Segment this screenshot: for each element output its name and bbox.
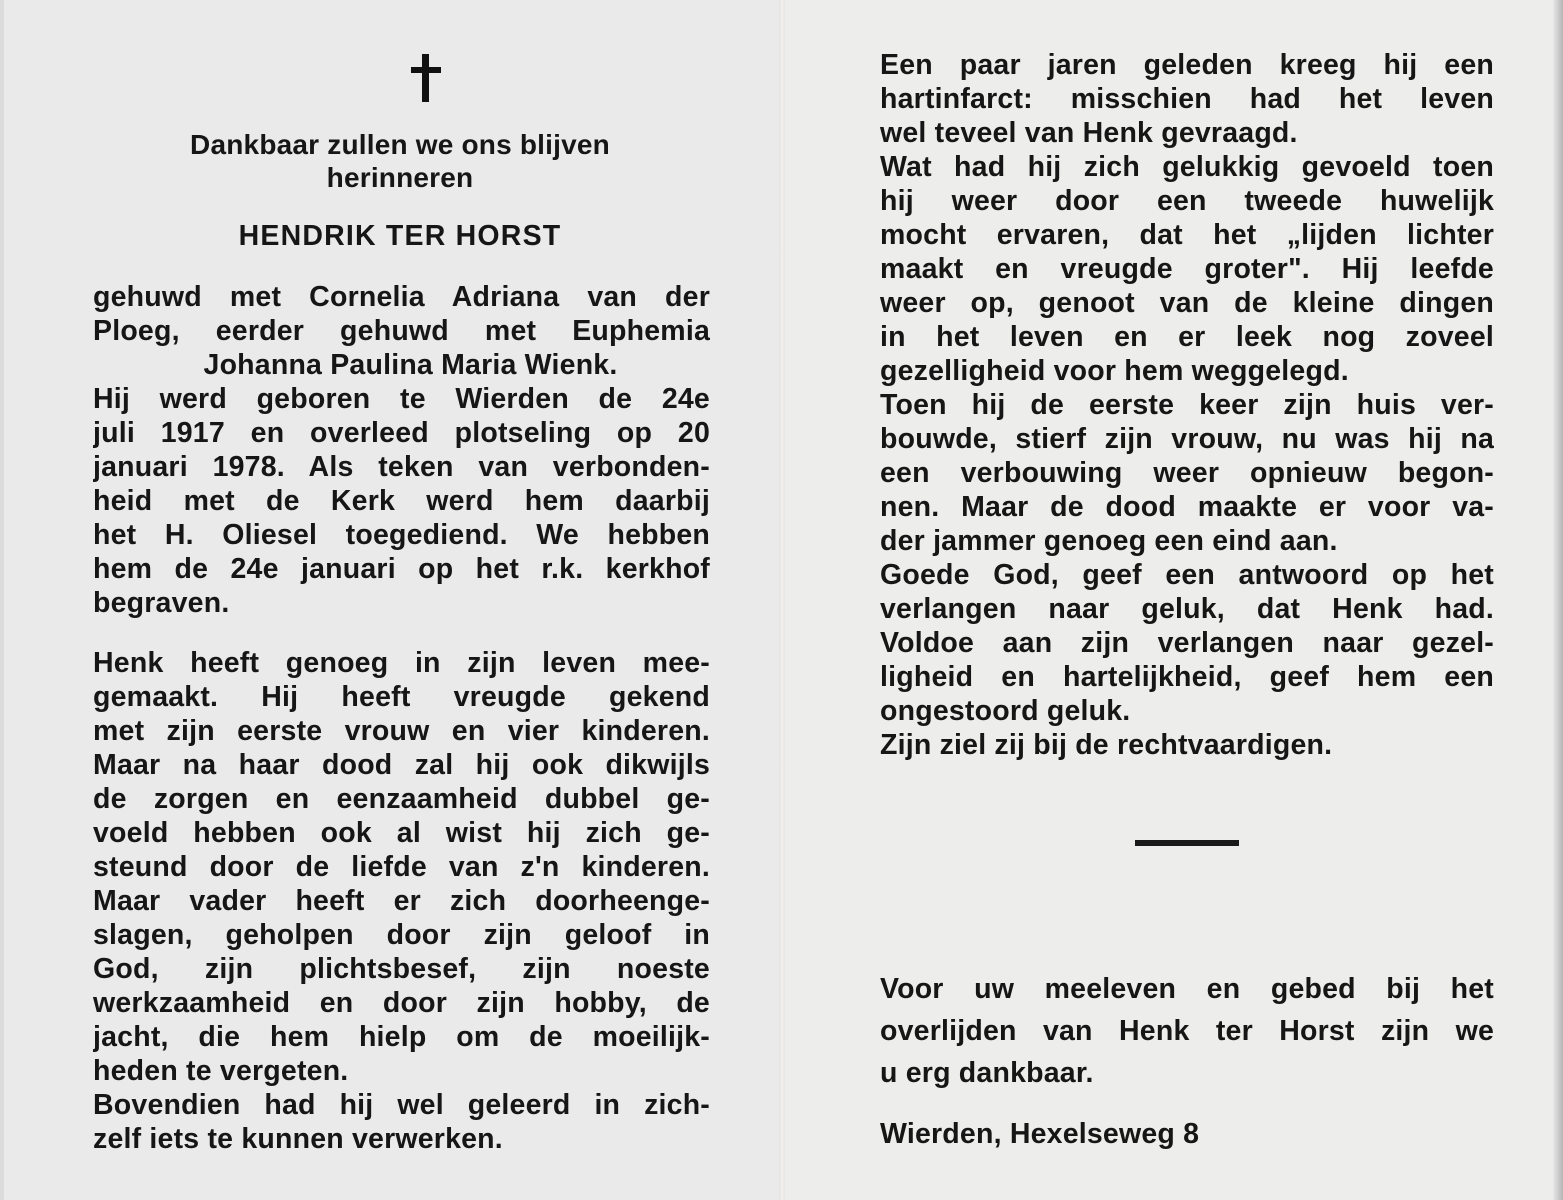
latin-cross-icon	[409, 54, 443, 106]
text-line: heden te vergeten.	[93, 1055, 349, 1087]
text-line: begraven.	[93, 587, 230, 619]
text-line: der jammer genoeg een eind aan.	[880, 525, 1338, 557]
text-line: voeld hebben ook al wist hij zich ge-	[93, 817, 710, 849]
card-right-edge	[1553, 0, 1563, 1200]
text-line: Wat had hij zich gelukkig gevoeld toen	[880, 151, 1494, 183]
text-line: God, zijn plichtsbesef, zijn noeste	[93, 953, 710, 985]
text-line: met zijn eerste vrouw en vier kinderen.	[93, 715, 710, 747]
text-line: Ploeg, eerder gehuwd met Euphemia	[93, 315, 710, 347]
text-line: ligheid en hartelijkheid, geef hem een	[880, 661, 1494, 693]
thanks-paragraph	[880, 970, 1494, 1096]
text-line: jacht, die hem hielp om de moeilijk-	[93, 1021, 710, 1053]
text-line: een verbouwing weer opnieuw begon-	[880, 457, 1494, 489]
text-line: verlangen naar geluk, dat Henk had.	[880, 593, 1494, 625]
text-line: heid met de Kerk werd hem daarbij	[93, 485, 710, 517]
left-paragraph-1	[93, 280, 710, 620]
heading-line-2: herinneren	[326, 162, 474, 193]
text-line: Johanna Paulina Maria Wienk.	[203, 349, 618, 381]
text-line: de zorgen en eenzaamheid dubbel ge-	[93, 783, 710, 815]
text-line: Een paar jaren geleden kreeg hij een	[880, 49, 1494, 81]
text-line: Maar vader heeft er zich doorheenge-	[93, 885, 710, 917]
text-line: wel teveel van Henk gevraagd.	[880, 117, 1298, 149]
text-line: slagen, geholpen door zijn geloof in	[93, 919, 710, 951]
text-line: gehuwd met Cornelia Adriana van der	[93, 281, 710, 313]
text-line: Bovendien had hij wel geleerd in zich-	[93, 1089, 710, 1121]
deceased-name: HENDRIK TER HORST	[238, 220, 562, 252]
text-line: overlijden van Henk ter Horst zijn we	[880, 1015, 1494, 1047]
text-line: bouwde, stierf zijn vrouw, nu was hij na	[880, 423, 1494, 455]
text-line: ongestoord geluk.	[880, 695, 1131, 727]
text-line: hem de 24e januari op het r.k. kerkhof	[93, 553, 710, 585]
text-line: steund door de liefde van z'n kinderen.	[93, 851, 710, 883]
address: Wierden, Hexelseweg 8	[880, 1118, 1200, 1150]
text-line: in het leven en er leek nog zoveel	[880, 321, 1494, 353]
text-line: het H. Oliesel toegediend. We hebben	[93, 519, 710, 551]
text-line: juli 1917 en overleed plotseling op 20	[93, 417, 710, 449]
text-line: zelf iets te kunnen verwerken.	[93, 1123, 503, 1155]
separator-rule	[1135, 840, 1239, 846]
text-line: Toen hij de eerste keer zijn huis ver-	[880, 389, 1494, 421]
text-line: hartinfarct: misschien had het leven	[880, 83, 1494, 115]
right-paragraph-1	[880, 48, 1494, 762]
text-line: mocht ervaren, dat het „lijden lichter	[880, 219, 1494, 251]
text-line: Zijn ziel zij bij de rechtvaardigen.	[880, 729, 1333, 761]
text-line: januari 1978. Als teken van verbonden-	[93, 451, 710, 483]
text-line: hij weer door een tweede huwelijk	[880, 185, 1494, 217]
text-line: Voldoe aan zijn verlangen naar gezel-	[880, 627, 1494, 659]
text-line: gezelligheid voor hem weggelegd.	[880, 355, 1349, 387]
text-line: Maar na haar dood zal hij ook dikwijls	[93, 749, 710, 781]
text-line: Hij werd geboren te Wierden de 24e	[93, 383, 710, 415]
text-line: Goede God, geef een antwoord op het	[880, 559, 1494, 591]
text-line: maakt en vreugde groter". Hij leefde	[880, 253, 1494, 285]
text-line: weer op, genoot van de kleine dingen	[880, 287, 1494, 319]
card-left-edge	[0, 0, 4, 1200]
text-line: gemaakt. Hij heeft vreugde gekend	[93, 681, 710, 713]
text-line: nen. Maar de dood maakte er voor va-	[880, 491, 1494, 523]
card-fold	[779, 0, 785, 1200]
left-paragraph-2	[93, 646, 710, 1156]
text-line: Voor uw meeleven en gebed bij het	[880, 973, 1494, 1005]
text-line: werkzaamheid en door zijn hobby, de	[93, 987, 710, 1019]
heading-line-1: Dankbaar zullen we ons blijven	[190, 129, 610, 160]
text-line: Henk heeft genoeg in zijn leven mee-	[93, 647, 710, 679]
text-line: u erg dankbaar.	[880, 1057, 1094, 1089]
